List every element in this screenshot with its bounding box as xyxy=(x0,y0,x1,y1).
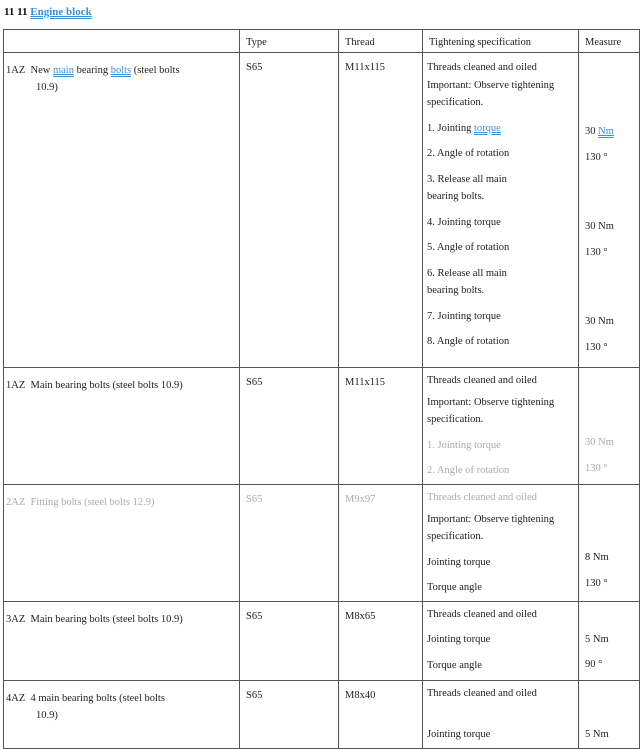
engine-block-link[interactable]: Engine block xyxy=(30,6,92,18)
part-description: 2AZ Fitting bolts (steel bolts 12.9) xyxy=(4,485,240,602)
header-spec: Tightening specification xyxy=(423,30,579,53)
part-type: S65 xyxy=(240,680,339,748)
header-description xyxy=(4,30,240,53)
table-row xyxy=(4,601,640,680)
section-title xyxy=(4,6,92,18)
part-description: 3AZ Main bearing bolts (steel bolts 10.9) xyxy=(4,601,240,680)
spec-cell: Threads cleaned and oiled Important: Observe tightening specification. 1. Jointing torque 2. Angle of rotation xyxy=(423,368,579,485)
measure-cell xyxy=(579,53,640,368)
spec-cell: Threads cleaned and oiled Jointing torque Torque angle xyxy=(423,601,579,680)
spec-line: 3. Release all main bearing bolts. xyxy=(427,173,507,202)
bolts-link[interactable]: bolts xyxy=(110,65,132,76)
table-row xyxy=(4,680,640,748)
part-thread: M8x40 xyxy=(339,680,423,748)
measure-cell: 30 Nm 130 ° xyxy=(579,368,640,485)
measure-value: 130 ° xyxy=(585,246,608,258)
spec-line: 6. Release all main bearing bolts. xyxy=(427,267,507,296)
measure-value: 30 Nm xyxy=(585,126,614,137)
spec-line: 8. Angle of rotation xyxy=(427,336,510,347)
header-type: Type xyxy=(240,30,339,53)
part-type: S65 xyxy=(240,53,339,368)
part-thread: M11x115 xyxy=(339,368,423,485)
part-thread: M11x115 xyxy=(339,53,423,368)
part-description: 4AZ 4 main bearing bolts (steel bolts 10.9) xyxy=(4,680,240,748)
measure-value: 130 ° xyxy=(585,151,608,163)
measure-cell: 5 Nm 90 ° xyxy=(579,601,640,680)
part-thread: M9x97 xyxy=(339,485,423,602)
spec-line: Important: Observe tightening specification. xyxy=(427,79,555,108)
torque-link[interactable]: torque xyxy=(473,122,501,134)
spec-line: 2. Angle of rotation xyxy=(427,148,510,159)
header-thread: Thread xyxy=(339,30,423,53)
spec-line: 1. Jointing torque xyxy=(427,122,501,134)
tightening-spec-table xyxy=(3,29,640,749)
spec-cell: Threads cleaned and oiled Jointing torque xyxy=(423,680,579,748)
measure-value: 130 ° xyxy=(585,341,608,353)
measure-value: 30 Nm xyxy=(585,221,614,232)
spec-line: 4. Jointing torque xyxy=(427,216,501,228)
table-row xyxy=(4,368,640,485)
spec-line: 5. Angle of rotation xyxy=(427,242,510,253)
measure-cell: 8 Nm 130 ° xyxy=(579,485,640,602)
table-row xyxy=(4,53,640,368)
spec-cell xyxy=(423,53,579,368)
measure-cell: 5 Nm xyxy=(579,680,640,748)
part-type: S65 xyxy=(240,601,339,680)
spec-cell: Threads cleaned and oiled Important: Observe tightening specification. Jointing torque Torque angle xyxy=(423,485,579,602)
header-measure: Measure xyxy=(579,30,640,53)
section-number: 11 11 xyxy=(4,6,28,18)
part-description: 1AZ New main bearing bolts (steel bolts 10.9) xyxy=(4,53,240,368)
main-link[interactable]: main xyxy=(52,65,74,76)
part-type: S65 xyxy=(240,485,339,602)
measure-value: 30 Nm xyxy=(585,316,614,327)
table-row xyxy=(4,485,640,602)
part-thread: M8x65 xyxy=(339,601,423,680)
spec-line: Threads cleaned and oiled xyxy=(427,62,537,73)
table-header-row xyxy=(4,30,640,53)
part-type: S65 xyxy=(240,368,339,485)
part-description: 1AZ Main bearing bolts (steel bolts 10.9) xyxy=(4,368,240,485)
nm-link[interactable]: Nm xyxy=(598,126,614,137)
spec-line: 7. Jointing torque xyxy=(427,310,501,322)
